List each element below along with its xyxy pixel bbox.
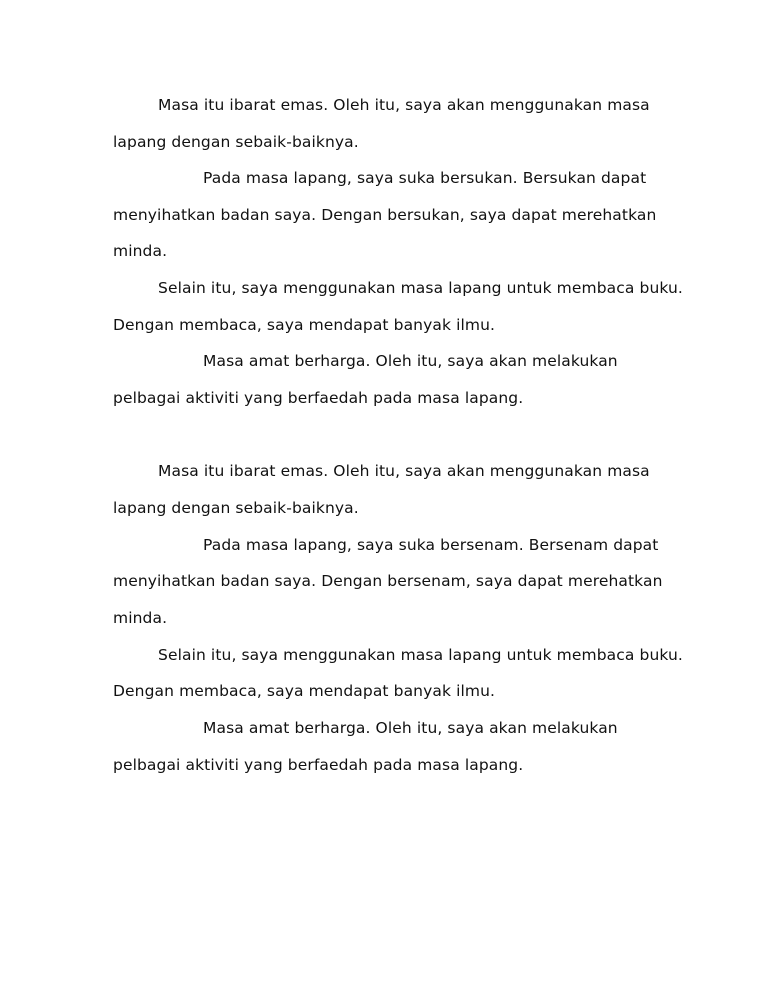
text-line: minda. [113, 242, 168, 260]
text-line: menyihatkan badan saya. Dengan bersenam, saya dapat merehatkan [113, 572, 663, 590]
text-line: Masa amat berharga. Oleh itu, saya akan melakukan [203, 352, 618, 370]
text-line: Dengan membaca, saya mendapat banyak ilmu. [113, 316, 496, 334]
text-line: Masa amat berharga. Oleh itu, saya akan melakukan [203, 719, 618, 737]
text-line: Dengan membaca, saya mendapat banyak ilmu. [113, 682, 496, 700]
text-line: lapang dengan sebaik-baiknya. [113, 133, 359, 151]
text-line: Pada masa lapang, saya suka bersenam. Bersenam dapat [203, 536, 659, 554]
text-line: Selain itu, saya menggunakan masa lapang untuk membaca buku. [158, 646, 683, 664]
text-line: Masa itu ibarat emas. Oleh itu, saya akan menggunakan masa [158, 462, 650, 480]
text-line: menyihatkan badan saya. Dengan bersukan, saya dapat merehatkan [113, 206, 657, 224]
text-line: minda. [113, 609, 168, 627]
text-line: lapang dengan sebaik-baiknya. [113, 499, 359, 517]
text-line: Masa itu ibarat emas. Oleh itu, saya akan menggunakan masa [158, 96, 650, 114]
text-line: Selain itu, saya menggunakan masa lapang untuk membaca buku. [158, 279, 683, 297]
text-line: Pada masa lapang, saya suka bersukan. Bersukan dapat [203, 169, 647, 187]
text-line: pelbagai aktiviti yang berfaedah pada masa lapang. [113, 756, 524, 774]
text-line: pelbagai aktiviti yang berfaedah pada masa lapang. [113, 389, 524, 407]
